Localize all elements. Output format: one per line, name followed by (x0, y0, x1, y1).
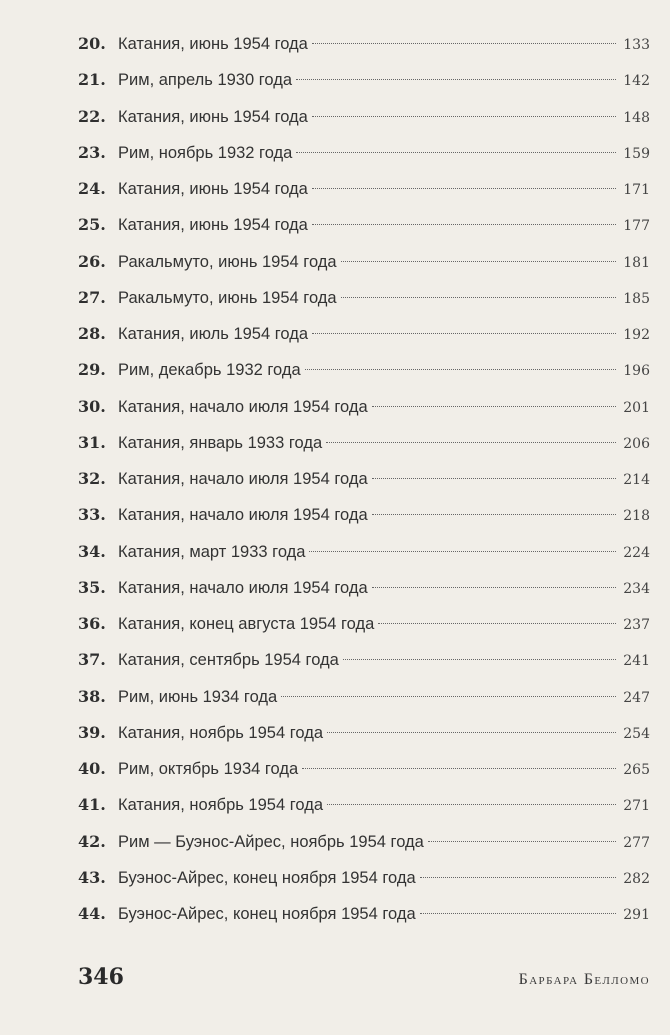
chapter-page-number: 237 (623, 617, 650, 633)
chapter-title: Буэнос-Айрес, конец ноября 1954 года (118, 868, 416, 887)
dot-leader (309, 551, 616, 552)
chapter-title: Катания, конец августа 1954 года (118, 615, 375, 633)
chapter-page-number: 247 (623, 689, 650, 706)
toc-entry (78, 250, 650, 286)
chapter-title: Катания, ноябрь 1954 года (118, 796, 324, 815)
toc-entry (78, 358, 650, 394)
chapter-title: Рим, декабрь 1932 года (118, 361, 301, 380)
chapter-number: 43. (78, 867, 106, 887)
toc-entry (78, 286, 650, 322)
chapter-page-number: 265 (623, 762, 650, 778)
chapter-title: Катания, март 1933 года (118, 542, 306, 561)
dot-leader (420, 913, 616, 914)
chapter-number: 25. (78, 215, 106, 235)
dot-leader (343, 659, 616, 660)
chapter-number: 24. (78, 179, 106, 198)
chapter-number: 40. (78, 759, 106, 778)
dot-leader (312, 43, 616, 44)
table-of-contents (78, 32, 650, 938)
toc-entry (78, 540, 650, 576)
dot-leader (326, 442, 616, 443)
dot-leader (312, 333, 616, 334)
toc-entry (78, 685, 650, 721)
chapter-page-number: 142 (623, 73, 650, 90)
dot-leader (372, 406, 616, 407)
chapter-page-number: 181 (623, 254, 650, 271)
chapter-title: Катания, ноябрь 1954 года (118, 723, 324, 742)
dot-leader (378, 623, 616, 624)
chapter-page-number: 282 (623, 870, 650, 887)
dot-leader (372, 514, 616, 515)
toc-entry (78, 503, 650, 539)
chapter-page-number: 224 (623, 544, 650, 561)
chapter-page-number: 185 (623, 290, 650, 307)
chapter-number: 27. (78, 287, 106, 307)
chapter-page-number: 234 (623, 580, 650, 597)
toc-entry (78, 576, 650, 612)
chapter-title: Катания, январь 1933 года (118, 433, 323, 452)
page-footer (78, 964, 650, 990)
chapter-title: Катания, июнь 1954 года (118, 35, 308, 53)
toc-entry (78, 467, 650, 503)
dot-leader (327, 804, 616, 805)
chapter-page-number: 133 (623, 37, 650, 53)
toc-entry (78, 177, 650, 213)
chapter-title: Катания, июль 1954 года (118, 325, 309, 343)
toc-entry (78, 141, 650, 177)
dot-leader (312, 188, 616, 189)
chapter-page-number: 148 (623, 109, 650, 126)
chapter-page-number: 241 (623, 653, 650, 670)
toc-entry (78, 902, 650, 938)
toc-entry (78, 866, 650, 902)
toc-entry (78, 32, 650, 68)
chapter-title: Катания, сентябрь 1954 года (118, 651, 339, 670)
chapter-title: Катания, начало июля 1954 года (118, 578, 368, 597)
chapter-page-number: 196 (623, 363, 650, 380)
page-number: 346 (78, 964, 124, 990)
chapter-number: 39. (78, 722, 106, 742)
dot-leader (372, 587, 616, 588)
toc-entry (78, 721, 650, 757)
chapter-page-number: 291 (623, 907, 650, 923)
toc-entry (78, 648, 650, 684)
toc-entry (78, 793, 650, 829)
toc-entry (78, 757, 650, 793)
chapter-page-number: 277 (623, 834, 650, 851)
dot-leader (305, 369, 616, 370)
chapter-number: 21. (78, 70, 106, 90)
chapter-number: 34. (78, 541, 106, 561)
chapter-page-number: 159 (623, 145, 650, 162)
chapter-number: 33. (78, 505, 106, 525)
chapter-title: Ракальмуто, июнь 1954 года (118, 252, 337, 271)
toc-entry (78, 68, 650, 104)
dot-leader (372, 478, 616, 479)
chapter-number: 36. (78, 614, 106, 633)
chapter-title: Катания, июнь 1954 года (118, 107, 308, 126)
dot-leader (312, 116, 616, 117)
chapter-page-number: 254 (623, 725, 650, 742)
toc-entry (78, 395, 650, 431)
dot-leader (327, 732, 616, 733)
chapter-number: 20. (78, 34, 106, 53)
chapter-page-number: 218 (623, 508, 650, 525)
chapter-page-number: 201 (623, 399, 650, 416)
chapter-page-number: 171 (623, 182, 650, 198)
chapter-title: Рим — Буэнос-Айрес, ноябрь 1954 года (118, 832, 424, 851)
toc-entry (78, 431, 650, 467)
chapter-title: Катания, начало июля 1954 года (118, 506, 368, 525)
toc-entry (78, 105, 650, 141)
dot-leader (296, 79, 616, 80)
chapter-number: 37. (78, 650, 106, 670)
chapter-number: 31. (78, 432, 106, 452)
dot-leader (312, 224, 616, 225)
chapter-number: 22. (78, 106, 106, 126)
dot-leader (341, 297, 616, 298)
chapter-title: Рим, октябрь 1934 года (118, 760, 299, 778)
dot-leader (428, 841, 616, 842)
chapter-title: Ракальмуто, июнь 1954 года (118, 288, 337, 307)
dot-leader (302, 768, 616, 769)
chapter-number: 23. (78, 142, 106, 162)
chapter-number: 28. (78, 324, 106, 343)
toc-entry (78, 612, 650, 648)
toc-entry (78, 322, 650, 358)
chapter-page-number: 206 (623, 435, 650, 452)
toc-entry (78, 213, 650, 249)
chapter-page-number: 192 (623, 327, 650, 343)
chapter-number: 44. (78, 904, 106, 923)
chapter-number: 26. (78, 251, 106, 271)
chapter-title: Катания, июнь 1954 года (118, 180, 308, 198)
chapter-number: 32. (78, 469, 106, 488)
dot-leader (296, 152, 616, 153)
chapter-title: Рим, апрель 1930 года (118, 71, 293, 90)
chapter-title: Катания, начало июля 1954 года (118, 397, 368, 416)
chapter-number: 30. (78, 396, 106, 416)
chapter-title: Катания, начало июля 1954 года (118, 470, 368, 488)
chapter-title: Буэнос-Айрес, конец ноября 1954 года (118, 905, 416, 923)
dot-leader (420, 877, 616, 878)
dot-leader (281, 696, 616, 697)
chapter-title: Рим, июнь 1934 года (118, 687, 278, 706)
chapter-number: 42. (78, 831, 106, 851)
chapter-page-number: 177 (623, 218, 650, 235)
toc-entry (78, 830, 650, 866)
chapter-number: 41. (78, 795, 106, 815)
chapter-page-number: 271 (623, 798, 650, 815)
chapter-number: 35. (78, 577, 106, 597)
dot-leader (341, 261, 616, 262)
running-head-author: Барбара Белломо (518, 971, 650, 988)
chapter-number: 38. (78, 686, 106, 706)
chapter-page-number: 214 (623, 472, 650, 488)
chapter-title: Катания, июнь 1954 года (118, 216, 308, 235)
chapter-title: Рим, ноябрь 1932 года (118, 143, 293, 162)
chapter-number: 29. (78, 360, 106, 380)
